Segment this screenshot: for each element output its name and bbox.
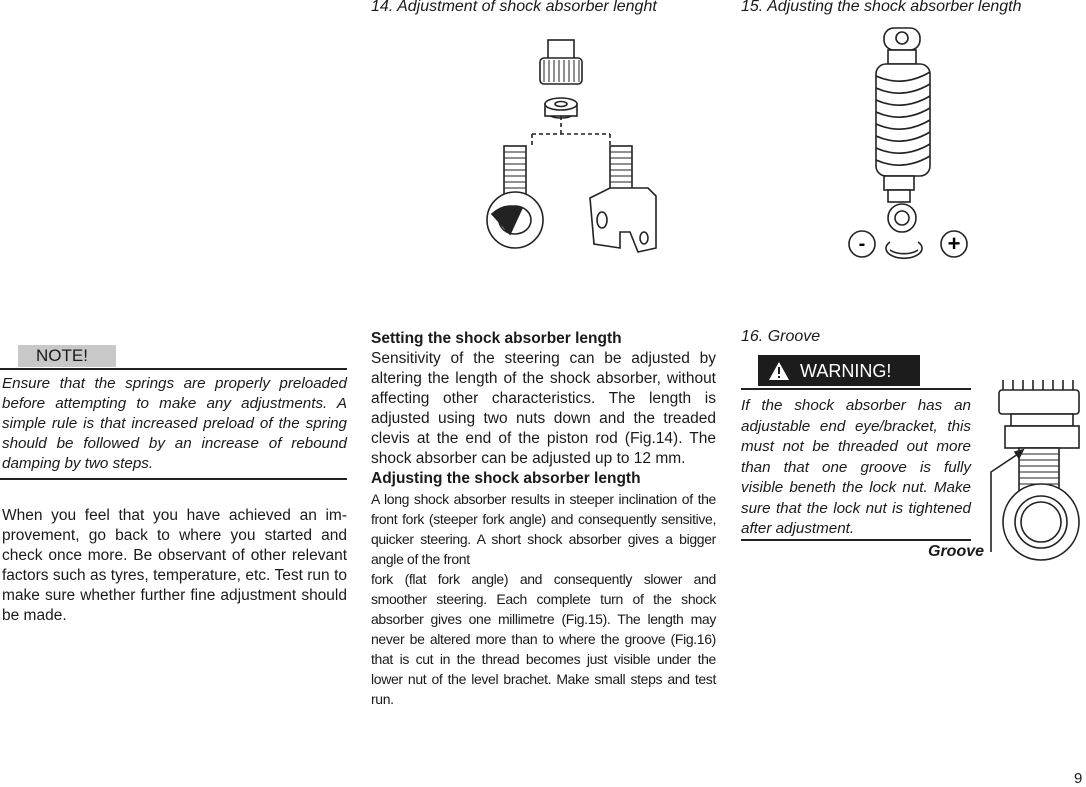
warning-bottom-rule [741,539,971,541]
warning-icon [768,361,790,381]
para-setting-length: Sensitivity of the steering can be adjusted by altering the length of the shock absorber, without affecting other characteristics. The length is adjusted using two nuts down and the treaded clevis at the end of the piston rod (Fig.14). The shock absorber can be adjusted up to 12 mm. [371,350,716,467]
warning-label [758,355,920,386]
fig15-plus: + [947,231,961,256]
note-label: NOTE! [18,345,116,367]
heading-setting-length: Setting the shock absorber length [371,330,622,347]
para-adjusting-length-b: fork (flat fork angle) and consequently slower and smoother steering. Each complete turn of the shock absorber gives one millimetre (Fig.15). The length may never be altered more than to where the groove (Fig.16) that is cut in the thread becomes just visible under the lower nut of the level brachet. Make small steps and test run. [371,571,716,707]
para-adjusting-length-a: A long shock absorber results in steeper inclination of the front fork (steeper fork angle) and consequently sensitive, quicker steering. A short shock absorber gives a bigger angle of the front [371,491,716,567]
note-text: Ensure that the springs are properly preloaded before attempting to make any adjustments. A simple rule is that increased preload of the spring should be followed by an increase of rebound damping by two steps. [2,375,347,472]
warning-text: If the shock absorber has an adjustable end eye/bracket, this must not be threaded out more than that one groove is fully visible beneth the lock nut. Make sure that the lock nut is tightened after adjustment. [741,397,971,537]
page-number: 9 [1074,770,1083,787]
note-top-rule [0,368,347,370]
groove-label: Groove [928,543,985,560]
warning-label-text: WARNING! [800,361,892,381]
heading-adjusting-length: Adjusting the shock absorber length [371,470,641,487]
left-body-text: When you feel that you have achieved an im-provement, go back to where you started and check once more. Be observant of other relevant factors such as tyres, temperature, etc. Test run to make sure whether further fine adjustment should be made. [2,507,347,624]
fig14-caption: 14. Adjustment of shock absorber lenght [371,0,657,15]
note-bottom-rule [0,478,347,480]
fig15-illustration [840,22,980,272]
fig15-minus: - [858,233,866,255]
fig15-caption: 15. Adjusting the shock absorber length [741,0,1022,15]
fig14-illustration [470,38,670,258]
warning-top-rule [741,388,971,390]
fig16-caption: 16. Groove [741,328,821,345]
fig16-illustration [985,372,1085,592]
